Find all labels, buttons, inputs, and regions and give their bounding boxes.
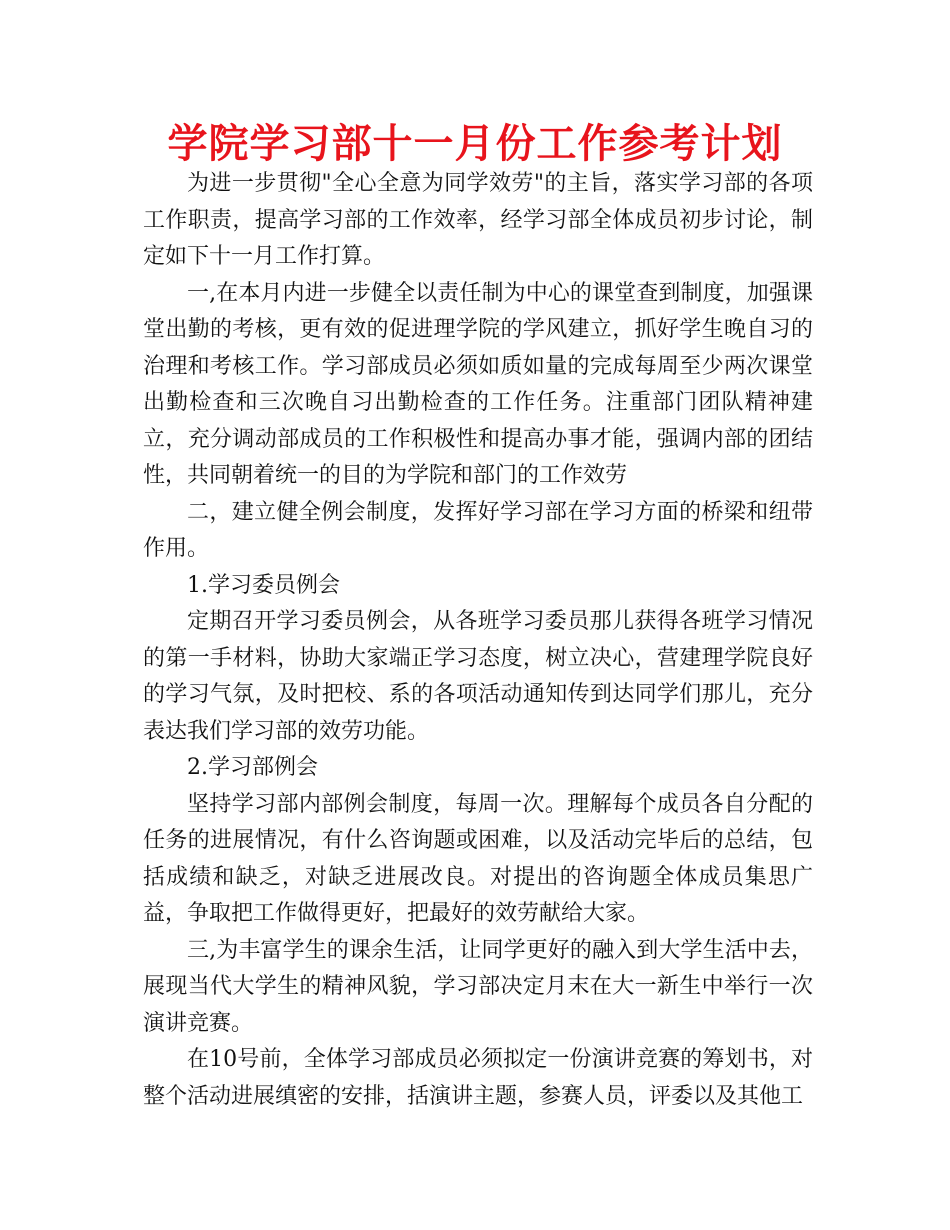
subheading-department-meeting: 2.学习部例会 bbox=[187, 755, 318, 780]
document-title: 学院学习部十一月份工作参考计划 bbox=[167, 121, 783, 167]
section-three-paragraph: 三,为丰富学生的课余生活，让同学更好的融入到大学生活中去，展现当代大学生的精神风貌，学习部决定月末在大一新生中举行一次演讲竞赛。 bbox=[143, 937, 813, 1036]
subheading-study-committee-meeting: 1.学习委员例会 bbox=[187, 572, 340, 598]
intro-paragraph: 为进一步贯彻"全心全意为同学效劳"的主旨，落实学习部的各项工作职责，提高学习部的工作效率，经学习部全体成员初步讨论，制定如下十一月工作打算。 bbox=[143, 171, 813, 269]
department-meeting-paragraph: 坚持学习部内部例会制度，每周一次。理解每个成员各自分配的任务的进展情况，有什么咨询题或困难，以及活动完毕后的总结，包括成绩和缺乏，对缺乏进展改良。对提出的咨询题全体成员集思广益，争取把工作做得更好，把最好的效劳献给大家。 bbox=[143, 791, 813, 926]
document-body bbox=[143, 166, 813, 1115]
section-two-paragraph: 二，建立健全例会制度，发挥好学习部在学习方面的桥梁和纽带作用。 bbox=[143, 499, 813, 561]
study-committee-meeting-paragraph: 定期召开学习委员例会，从各班学习委员那儿获得各班学习情况的第一手材料，协助大家端正学习态度，树立决心，营建理学院良好的学习气氛，及时把校、系的各项活动通知传到达同学们那儿，充分表达我们学习部的效劳功能。 bbox=[143, 609, 813, 744]
section-one-paragraph: 一,在本月内进一步健全以责任制为中心的课堂查到制度，加强课堂出勤的考核，更有效的促进理学院的学风建立，抓好学生晚自习的治理和考核工作。学习部成员必须如质如量的完成每周至少两次课堂出勤检查和三次晚自习出勤检查的工作任务。注重部门团队精神建立，充分调动部成员的工作积极性和提高办事才能，强调内部的团结性，共同朝着统一的目的为学院和部门的工作效劳 bbox=[143, 280, 813, 488]
contest-plan-paragraph: 在10号前，全体学习部成员必须拟定一份演讲竞赛的筹划书，对整个活动进展缜密的安排，括演讲主题，参赛人员，评委以及其他工 bbox=[143, 1047, 813, 1109]
